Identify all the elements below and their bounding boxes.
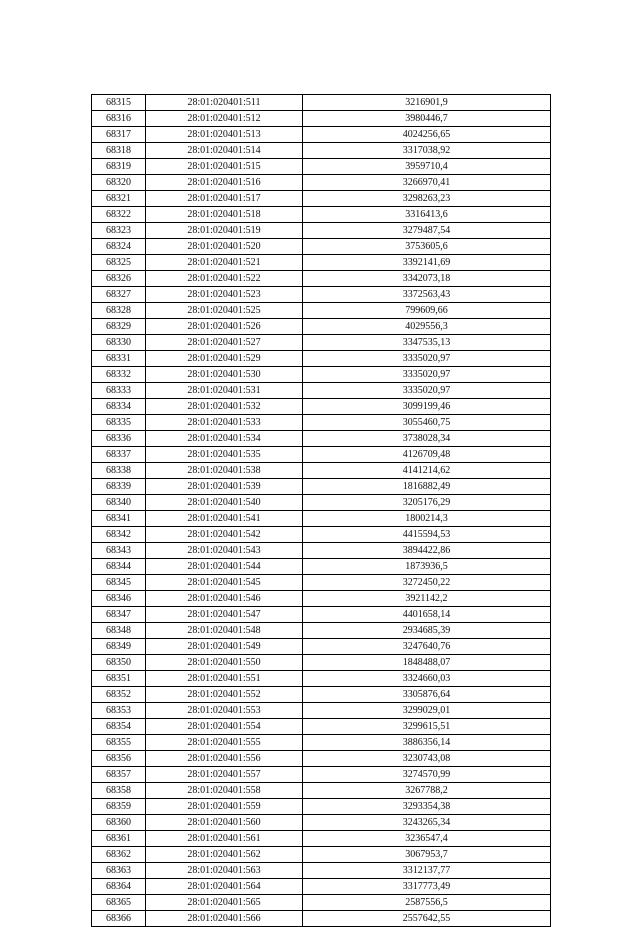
row-number-cell: 68358 [92, 783, 146, 799]
table-row [92, 287, 551, 303]
value-cell: 3099199,46 [303, 399, 551, 415]
row-number-cell: 68347 [92, 607, 146, 623]
table-row [92, 127, 551, 143]
value-cell: 4126709,48 [303, 447, 551, 463]
table-row [92, 911, 551, 927]
document-page [91, 94, 550, 927]
cadastral-number-cell: 28:01:020401:527 [146, 335, 303, 351]
cadastral-number-cell: 28:01:020401:549 [146, 639, 303, 655]
table-row [92, 543, 551, 559]
table-row [92, 367, 551, 383]
cadastral-number-cell: 28:01:020401:535 [146, 447, 303, 463]
table-row [92, 895, 551, 911]
table-row [92, 591, 551, 607]
value-cell: 3342073,18 [303, 271, 551, 287]
table-row [92, 383, 551, 399]
row-number-cell: 68348 [92, 623, 146, 639]
cadastral-number-cell: 28:01:020401:552 [146, 687, 303, 703]
row-number-cell: 68366 [92, 911, 146, 927]
value-cell: 3298263,23 [303, 191, 551, 207]
value-cell: 3335020,97 [303, 367, 551, 383]
table-row [92, 767, 551, 783]
table-row [92, 351, 551, 367]
value-cell: 3347535,13 [303, 335, 551, 351]
row-number-cell: 68363 [92, 863, 146, 879]
value-cell: 4141214,62 [303, 463, 551, 479]
cadastral-number-cell: 28:01:020401:562 [146, 847, 303, 863]
row-number-cell: 68318 [92, 143, 146, 159]
row-number-cell: 68362 [92, 847, 146, 863]
cadastral-number-cell: 28:01:020401:534 [146, 431, 303, 447]
row-number-cell: 68329 [92, 319, 146, 335]
value-cell: 1816882,49 [303, 479, 551, 495]
row-number-cell: 68346 [92, 591, 146, 607]
cadastral-number-cell: 28:01:020401:515 [146, 159, 303, 175]
row-number-cell: 68315 [92, 95, 146, 111]
table-row [92, 607, 551, 623]
table-row [92, 431, 551, 447]
value-cell: 3299615,51 [303, 719, 551, 735]
value-cell: 3247640,76 [303, 639, 551, 655]
row-number-cell: 68323 [92, 223, 146, 239]
row-number-cell: 68350 [92, 655, 146, 671]
table-row [92, 575, 551, 591]
value-cell: 3274570,99 [303, 767, 551, 783]
cadastral-number-cell: 28:01:020401:531 [146, 383, 303, 399]
row-number-cell: 68332 [92, 367, 146, 383]
row-number-cell: 68320 [92, 175, 146, 191]
table-row [92, 831, 551, 847]
value-cell: 2557642,55 [303, 911, 551, 927]
table-row [92, 671, 551, 687]
cadastral-number-cell: 28:01:020401:565 [146, 895, 303, 911]
row-number-cell: 68328 [92, 303, 146, 319]
row-number-cell: 68317 [92, 127, 146, 143]
row-number-cell: 68359 [92, 799, 146, 815]
value-cell: 3293354,38 [303, 799, 551, 815]
row-number-cell: 68341 [92, 511, 146, 527]
cadastral-number-cell: 28:01:020401:561 [146, 831, 303, 847]
cadastral-number-cell: 28:01:020401:566 [146, 911, 303, 927]
cadastral-number-cell: 28:01:020401:544 [146, 559, 303, 575]
table-row [92, 271, 551, 287]
cadastral-number-cell: 28:01:020401:540 [146, 495, 303, 511]
cadastral-number-cell: 28:01:020401:564 [146, 879, 303, 895]
table-row [92, 447, 551, 463]
value-cell: 3279487,54 [303, 223, 551, 239]
value-cell: 3921142,2 [303, 591, 551, 607]
cadastral-number-cell: 28:01:020401:548 [146, 623, 303, 639]
table-body [92, 95, 551, 927]
row-number-cell: 68338 [92, 463, 146, 479]
value-cell: 2934685,39 [303, 623, 551, 639]
table-row [92, 207, 551, 223]
cadastral-number-cell: 28:01:020401:547 [146, 607, 303, 623]
value-cell: 3312137,77 [303, 863, 551, 879]
value-cell: 799609,66 [303, 303, 551, 319]
row-number-cell: 68337 [92, 447, 146, 463]
value-cell: 1873936,5 [303, 559, 551, 575]
row-number-cell: 68357 [92, 767, 146, 783]
table-row [92, 799, 551, 815]
cadastral-number-cell: 28:01:020401:555 [146, 735, 303, 751]
row-number-cell: 68361 [92, 831, 146, 847]
value-cell: 3894422,86 [303, 543, 551, 559]
row-number-cell: 68321 [92, 191, 146, 207]
row-number-cell: 68349 [92, 639, 146, 655]
value-cell: 2587556,5 [303, 895, 551, 911]
table-row [92, 175, 551, 191]
row-number-cell: 68343 [92, 543, 146, 559]
table-row [92, 687, 551, 703]
table-row [92, 815, 551, 831]
table-row [92, 751, 551, 767]
cadastral-number-cell: 28:01:020401:517 [146, 191, 303, 207]
table-row [92, 335, 551, 351]
value-cell: 3392141,69 [303, 255, 551, 271]
row-number-cell: 68365 [92, 895, 146, 911]
value-cell: 3216901,9 [303, 95, 551, 111]
value-cell: 3236547,4 [303, 831, 551, 847]
value-cell: 3959710,4 [303, 159, 551, 175]
cadastral-number-cell: 28:01:020401:526 [146, 319, 303, 335]
value-cell: 4024256,65 [303, 127, 551, 143]
table-row [92, 511, 551, 527]
value-cell: 1848488,07 [303, 655, 551, 671]
table-row [92, 639, 551, 655]
table-row [92, 879, 551, 895]
row-number-cell: 68342 [92, 527, 146, 543]
cadastral-number-cell: 28:01:020401:532 [146, 399, 303, 415]
table-row [92, 159, 551, 175]
cadastral-number-cell: 28:01:020401:538 [146, 463, 303, 479]
value-cell: 4029556,3 [303, 319, 551, 335]
cadastral-number-cell: 28:01:020401:511 [146, 95, 303, 111]
value-cell: 3316413,6 [303, 207, 551, 223]
table-row [92, 239, 551, 255]
cadastral-number-cell: 28:01:020401:559 [146, 799, 303, 815]
cadastral-number-cell: 28:01:020401:521 [146, 255, 303, 271]
row-number-cell: 68325 [92, 255, 146, 271]
value-cell: 3738028,34 [303, 431, 551, 447]
cadastral-number-cell: 28:01:020401:514 [146, 143, 303, 159]
cadastral-number-cell: 28:01:020401:518 [146, 207, 303, 223]
cadastral-number-cell: 28:01:020401:553 [146, 703, 303, 719]
cadastral-number-cell: 28:01:020401:522 [146, 271, 303, 287]
value-cell: 3335020,97 [303, 351, 551, 367]
row-number-cell: 68354 [92, 719, 146, 735]
value-cell: 3372563,43 [303, 287, 551, 303]
cadastral-number-cell: 28:01:020401:530 [146, 367, 303, 383]
cadastral-number-cell: 28:01:020401:519 [146, 223, 303, 239]
row-number-cell: 68340 [92, 495, 146, 511]
row-number-cell: 68364 [92, 879, 146, 895]
value-cell: 3267788,2 [303, 783, 551, 799]
cadastral-number-cell: 28:01:020401:560 [146, 815, 303, 831]
row-number-cell: 68352 [92, 687, 146, 703]
table-row [92, 255, 551, 271]
cadastral-number-cell: 28:01:020401:520 [146, 239, 303, 255]
value-cell: 3205176,29 [303, 495, 551, 511]
table-row [92, 319, 551, 335]
cadastral-number-cell: 28:01:020401:558 [146, 783, 303, 799]
table-row [92, 847, 551, 863]
row-number-cell: 68334 [92, 399, 146, 415]
value-cell: 3980446,7 [303, 111, 551, 127]
row-number-cell: 68331 [92, 351, 146, 367]
cadastral-number-cell: 28:01:020401:533 [146, 415, 303, 431]
row-number-cell: 68355 [92, 735, 146, 751]
cadastral-number-cell: 28:01:020401:523 [146, 287, 303, 303]
row-number-cell: 68319 [92, 159, 146, 175]
value-cell: 3317773,49 [303, 879, 551, 895]
cadastral-number-cell: 28:01:020401:546 [146, 591, 303, 607]
value-cell: 3266970,41 [303, 175, 551, 191]
cadastral-number-cell: 28:01:020401:513 [146, 127, 303, 143]
row-number-cell: 68345 [92, 575, 146, 591]
row-number-cell: 68324 [92, 239, 146, 255]
value-cell: 4415594,53 [303, 527, 551, 543]
cadastral-number-cell: 28:01:020401:556 [146, 751, 303, 767]
cadastral-number-cell: 28:01:020401:512 [146, 111, 303, 127]
value-cell: 3753605,6 [303, 239, 551, 255]
cadastral-number-cell: 28:01:020401:539 [146, 479, 303, 495]
row-number-cell: 68360 [92, 815, 146, 831]
row-number-cell: 68353 [92, 703, 146, 719]
table-row [92, 735, 551, 751]
row-number-cell: 68333 [92, 383, 146, 399]
row-number-cell: 68344 [92, 559, 146, 575]
row-number-cell: 68322 [92, 207, 146, 223]
table-row [92, 303, 551, 319]
table-row [92, 559, 551, 575]
row-number-cell: 68330 [92, 335, 146, 351]
table-row [92, 415, 551, 431]
row-number-cell: 68339 [92, 479, 146, 495]
table-row [92, 191, 551, 207]
table-row [92, 495, 551, 511]
table-row [92, 719, 551, 735]
value-cell: 4401658,14 [303, 607, 551, 623]
cadastral-number-cell: 28:01:020401:554 [146, 719, 303, 735]
table-row [92, 95, 551, 111]
table-row [92, 479, 551, 495]
table-row [92, 655, 551, 671]
row-number-cell: 68335 [92, 415, 146, 431]
table-row [92, 399, 551, 415]
cadastral-number-cell: 28:01:020401:516 [146, 175, 303, 191]
value-cell: 3067953,7 [303, 847, 551, 863]
table-row [92, 463, 551, 479]
table-row [92, 703, 551, 719]
value-cell: 3305876,64 [303, 687, 551, 703]
row-number-cell: 68351 [92, 671, 146, 687]
cadastral-number-cell: 28:01:020401:541 [146, 511, 303, 527]
value-cell: 1800214,3 [303, 511, 551, 527]
value-cell: 3230743,08 [303, 751, 551, 767]
row-number-cell: 68326 [92, 271, 146, 287]
value-cell: 3299029,01 [303, 703, 551, 719]
value-cell: 3324660,03 [303, 671, 551, 687]
cadastral-number-cell: 28:01:020401:563 [146, 863, 303, 879]
row-number-cell: 68336 [92, 431, 146, 447]
cadastral-number-cell: 28:01:020401:551 [146, 671, 303, 687]
row-number-cell: 68327 [92, 287, 146, 303]
cadastral-number-cell: 28:01:020401:543 [146, 543, 303, 559]
value-cell: 3886356,14 [303, 735, 551, 751]
table-row [92, 143, 551, 159]
value-cell: 3272450,22 [303, 575, 551, 591]
table-row [92, 223, 551, 239]
value-cell: 3243265,34 [303, 815, 551, 831]
value-cell: 3335020,97 [303, 383, 551, 399]
cadastral-number-cell: 28:01:020401:545 [146, 575, 303, 591]
cadastral-number-cell: 28:01:020401:542 [146, 527, 303, 543]
cadastral-number-cell: 28:01:020401:525 [146, 303, 303, 319]
data-table [91, 94, 551, 927]
value-cell: 3055460,75 [303, 415, 551, 431]
table-row [92, 623, 551, 639]
table-row [92, 783, 551, 799]
cadastral-number-cell: 28:01:020401:529 [146, 351, 303, 367]
table-row [92, 527, 551, 543]
value-cell: 3317038,92 [303, 143, 551, 159]
row-number-cell: 68316 [92, 111, 146, 127]
table-row [92, 111, 551, 127]
row-number-cell: 68356 [92, 751, 146, 767]
cadastral-number-cell: 28:01:020401:550 [146, 655, 303, 671]
table-row [92, 863, 551, 879]
cadastral-number-cell: 28:01:020401:557 [146, 767, 303, 783]
